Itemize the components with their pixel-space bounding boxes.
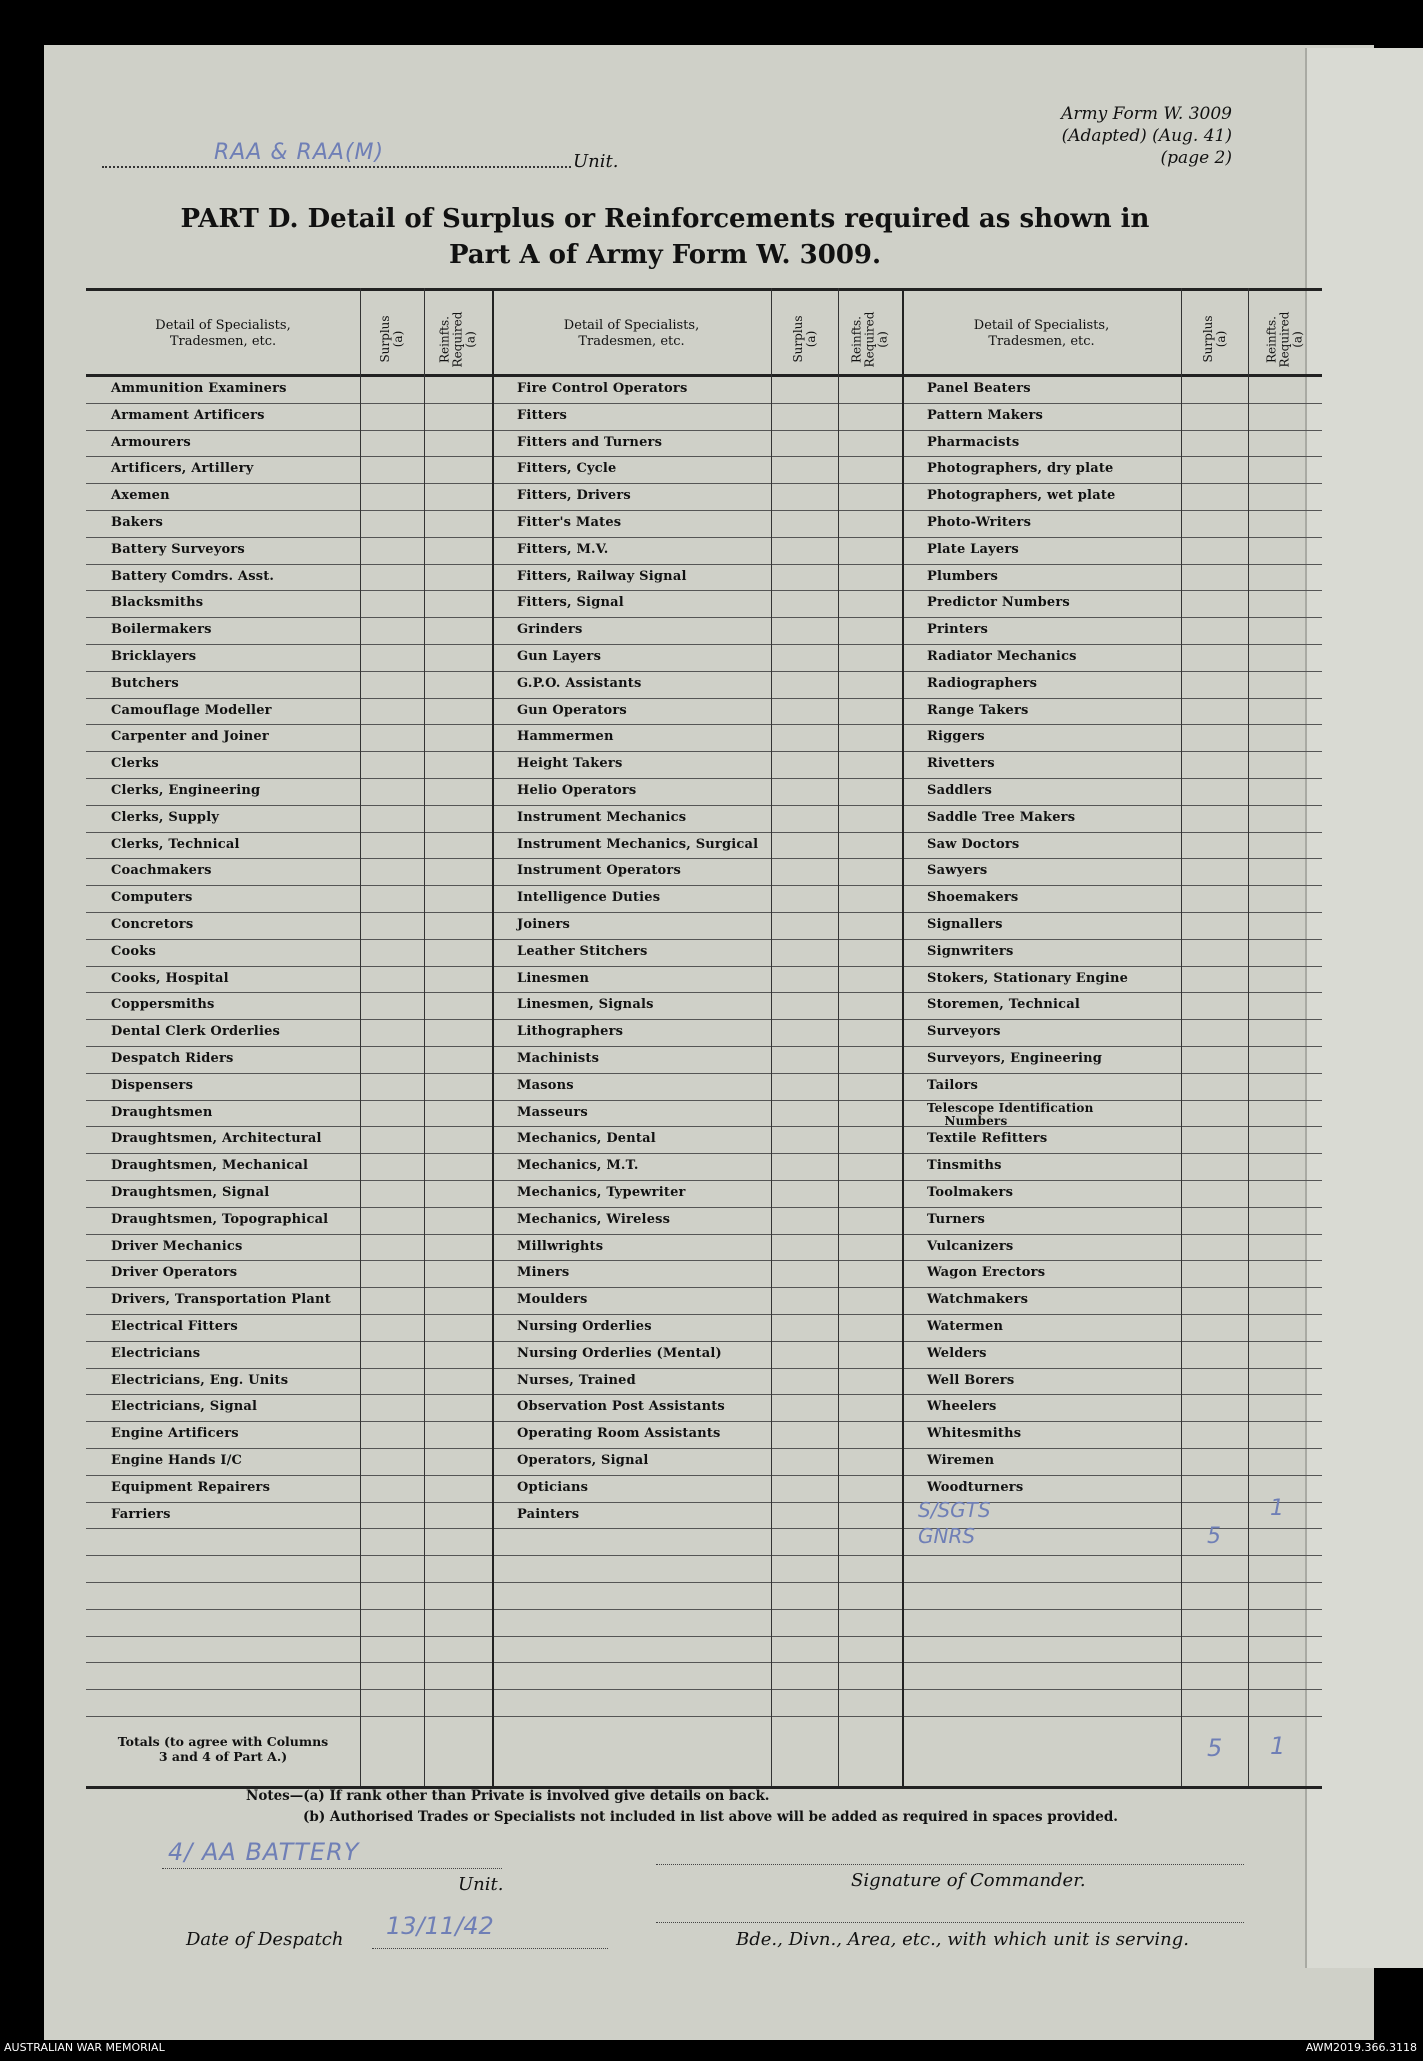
table-row-line bbox=[86, 1073, 1322, 1074]
trade-name: Shoemakers bbox=[927, 890, 1019, 906]
trade-name: Signwriters bbox=[927, 943, 1014, 959]
totals-reinfts: 1 bbox=[1270, 1732, 1286, 1760]
table-row-line bbox=[86, 483, 1322, 484]
table-row-line bbox=[86, 510, 1322, 511]
table-column-line bbox=[771, 288, 772, 1786]
header-surplus: Surplus (a) bbox=[378, 315, 405, 363]
table-row-line bbox=[86, 1636, 1322, 1637]
signature-label: Signature of Commander. bbox=[851, 1870, 1086, 1891]
trade-name: Ammunition Examiners bbox=[111, 381, 287, 396]
table-row-line bbox=[86, 1100, 1322, 1101]
trade-name: Clerks, Technical bbox=[111, 836, 240, 852]
trade-name: Wheelers bbox=[927, 1399, 997, 1415]
table-row-line bbox=[86, 1207, 1322, 1208]
header-surplus: Surplus (a) bbox=[1200, 315, 1228, 363]
trade-name: Axemen bbox=[111, 488, 170, 504]
table-row-line bbox=[86, 885, 1322, 886]
trade-name: Textile Refitters bbox=[927, 1131, 1048, 1147]
table-row-line bbox=[86, 590, 1322, 591]
table-column-line bbox=[492, 288, 494, 1786]
table-row-line bbox=[86, 1555, 1322, 1556]
trade-name: Linesmen bbox=[517, 970, 590, 986]
table-row-line bbox=[86, 671, 1322, 672]
trade-name: Storemen, Technical bbox=[927, 997, 1081, 1013]
trade-name: Clerks bbox=[111, 756, 159, 772]
note-b: (b) Authorised Trades or Specialists not included in list above will be added as required in spaces provided. bbox=[303, 1809, 1118, 1825]
trade-name: Farriers bbox=[111, 1506, 171, 1522]
table-column-line bbox=[360, 288, 361, 1786]
trade-name: Nurses, Trained bbox=[517, 1372, 636, 1388]
header-detail-specialists: Detail of Specialists, Tradesmen, etc. bbox=[563, 318, 700, 349]
trade-name: Drivers, Transportation Plant bbox=[111, 1292, 331, 1308]
table-row-line bbox=[86, 430, 1322, 431]
trade-name: Fitters, Railway Signal bbox=[517, 568, 687, 584]
table-row-line bbox=[86, 1153, 1322, 1154]
trade-name: Intelligence Duties bbox=[517, 890, 661, 906]
table-column-line bbox=[1181, 288, 1182, 1786]
table-row-line bbox=[86, 403, 1322, 404]
trade-name: Equipment Repairers bbox=[111, 1479, 271, 1495]
header-surplus: Surplus (a) bbox=[790, 315, 818, 363]
table-row-line bbox=[86, 992, 1322, 993]
trade-name: Telescope Identification Numbers bbox=[927, 1100, 1094, 1128]
bde-line bbox=[656, 1922, 1244, 1923]
table-row-line bbox=[86, 1234, 1322, 1235]
trade-name: Instrument Mechanics bbox=[517, 809, 687, 825]
trade-name: Fitters, Signal bbox=[517, 595, 624, 611]
trade-name: Photographers, wet plate bbox=[927, 488, 1116, 504]
trade-name: Draughtsmen, Topographical bbox=[111, 1211, 329, 1227]
table-row-line bbox=[86, 1341, 1322, 1342]
trade-name: Watchmakers bbox=[927, 1292, 1029, 1308]
trade-name: Tailors bbox=[927, 1077, 978, 1093]
trade-name: Riggers bbox=[927, 729, 985, 745]
trade-name: Driver Mechanics bbox=[111, 1238, 243, 1254]
trade-name: Vulcanizers bbox=[927, 1238, 1014, 1254]
trade-name: Electrical Fitters bbox=[111, 1319, 238, 1334]
trade-name: Range Takers bbox=[927, 702, 1029, 718]
header-reinfts-required: Reinfts. Required (a) bbox=[437, 311, 478, 368]
table-row-line bbox=[86, 1689, 1322, 1690]
form-title-line1: PART D. Detail of Surplus or Reinforcements required as shown in bbox=[180, 204, 1150, 234]
trade-name: Photo-Writers bbox=[927, 515, 1032, 530]
table-row-line bbox=[86, 1180, 1322, 1181]
table-column-line bbox=[902, 288, 904, 1786]
table-row-line bbox=[86, 1502, 1322, 1503]
trade-name: Carpenter and Joiner bbox=[111, 729, 269, 745]
table-row-line bbox=[86, 564, 1322, 565]
trade-name: Grinders bbox=[517, 622, 583, 638]
signature-line bbox=[656, 1864, 1244, 1865]
trade-name: Pharmacists bbox=[927, 434, 1020, 450]
trade-name: Watermen bbox=[927, 1319, 1004, 1334]
table-row-line bbox=[86, 1609, 1322, 1610]
trade-name: Welders bbox=[927, 1345, 987, 1361]
table-row-line bbox=[86, 1019, 1322, 1020]
trade-name: Clerks, Supply bbox=[111, 809, 220, 825]
trade-name: Radiographers bbox=[927, 675, 1038, 691]
trade-name: Saddle Tree Makers bbox=[927, 809, 1076, 825]
underlying-page-edge bbox=[1305, 48, 1423, 1968]
trade-name: Instrument Mechanics, Surgical bbox=[517, 836, 759, 852]
trade-name: Stokers, Stationary Engine bbox=[927, 970, 1129, 986]
trade-name: Woodturners bbox=[927, 1479, 1024, 1495]
trade-name: Blacksmiths bbox=[111, 595, 204, 611]
trade-name: Observation Post Assistants bbox=[517, 1399, 725, 1415]
trade-name: Battery Comdrs. Asst. bbox=[111, 568, 275, 584]
trade-name: Coachmakers bbox=[111, 863, 212, 879]
trade-name: Saw Doctors bbox=[927, 836, 1020, 852]
table-row-line bbox=[86, 698, 1322, 699]
trade-name: Camouflage Modeller bbox=[111, 702, 272, 718]
header-detail-specialists: Detail of Specialists, Tradesmen, etc. bbox=[155, 318, 291, 349]
trade-name: Signallers bbox=[927, 917, 1003, 932]
trade-name: Panel Beaters bbox=[927, 381, 1031, 396]
trade-name: Gun Layers bbox=[517, 649, 602, 664]
trade-name: Nursing Orderlies bbox=[517, 1319, 652, 1334]
unit-handwritten-value: RAA & RAA(M) bbox=[214, 140, 385, 165]
trade-name: Mechanics, Dental bbox=[517, 1131, 656, 1147]
trade-name: Gun Operators bbox=[517, 702, 627, 718]
unit-footer-handwritten: 4/ AA BATTERY bbox=[168, 1838, 360, 1866]
trade-name: Masons bbox=[517, 1077, 574, 1093]
form-id-line1: Army Form W. 3009 bbox=[1061, 104, 1232, 124]
trade-name: Toolmakers bbox=[927, 1185, 1014, 1200]
table-row-line bbox=[86, 832, 1322, 833]
table-row-line bbox=[86, 1448, 1322, 1449]
header-reinfts-required: Reinfts. Required (a) bbox=[849, 311, 890, 368]
table-row-line bbox=[86, 1394, 1322, 1395]
trade-name: Bricklayers bbox=[111, 649, 197, 664]
trade-name: Printers bbox=[927, 622, 989, 638]
unit-field-label: Unit. bbox=[573, 151, 619, 172]
unit-field-line bbox=[102, 166, 571, 168]
unit-footer-line bbox=[162, 1868, 502, 1869]
trade-name: Operators, Signal bbox=[517, 1453, 649, 1468]
trade-name: Well Borers bbox=[927, 1372, 1015, 1388]
trade-name: Instrument Operators bbox=[517, 863, 681, 879]
trade-name: Fire Control Operators bbox=[517, 381, 688, 396]
totals-label: Totals (to agree with Columns 3 and 4 of Part A.) bbox=[117, 1734, 329, 1764]
trade-name: Rivetters bbox=[927, 756, 995, 772]
trade-name: Mechanics, Wireless bbox=[517, 1211, 671, 1227]
trade-name: Moulders bbox=[517, 1292, 588, 1308]
trade-name: Sawyers bbox=[927, 863, 988, 879]
trade-name: Engine Hands I/C bbox=[111, 1453, 243, 1468]
trade-name: Fitters bbox=[517, 407, 568, 423]
trade-name: Draughtsmen bbox=[111, 1104, 213, 1120]
trade-name: Bakers bbox=[111, 515, 164, 530]
trade-name: Electricians bbox=[111, 1345, 201, 1361]
trade-name: Leather Stitchers bbox=[517, 943, 648, 959]
table-row-line bbox=[86, 1716, 1322, 1717]
table-row-line bbox=[86, 1475, 1322, 1476]
trade-name: Wiremen bbox=[927, 1453, 995, 1468]
form-title-line2: Part A of Army Form W. 3009. bbox=[448, 240, 882, 270]
table-row-line bbox=[86, 537, 1322, 538]
trade-name: Clerks, Engineering bbox=[111, 783, 261, 798]
table-row-line bbox=[86, 1314, 1322, 1315]
archive-id: AWM2019.366.3118 bbox=[1305, 2041, 1417, 2054]
table-row-line bbox=[86, 778, 1322, 779]
table-row-line bbox=[86, 939, 1322, 940]
table-row-line bbox=[86, 1368, 1322, 1369]
trade-name: Artificers, Artillery bbox=[111, 461, 254, 477]
trade-name: Draughtsmen, Mechanical bbox=[111, 1158, 309, 1174]
trade-name: Concretors bbox=[111, 917, 194, 932]
trade-name: Helio Operators bbox=[517, 783, 637, 798]
trade-name: Draughtsmen, Architectural bbox=[111, 1131, 322, 1147]
trade-name: Opticians bbox=[517, 1479, 589, 1495]
trade-name: Plumbers bbox=[927, 568, 999, 584]
trade-name: Hammermen bbox=[517, 729, 614, 745]
despatch-line bbox=[372, 1948, 608, 1949]
handwritten-reinfts: 1 bbox=[1270, 1495, 1284, 1521]
bde-label: Bde., Divn., Area, etc., with which unit is serving. bbox=[736, 1929, 1189, 1950]
trade-name: Armament Artificers bbox=[111, 407, 265, 423]
trade-name: Operating Room Assistants bbox=[517, 1426, 721, 1442]
totals-surplus: 5 bbox=[1207, 1734, 1223, 1762]
note-a: Notes—(a) If rank other than Private is involved give details on back. bbox=[246, 1788, 770, 1804]
trade-name: Height Takers bbox=[517, 756, 623, 772]
trade-name: Machinists bbox=[517, 1051, 600, 1066]
table-top-border bbox=[86, 288, 1322, 291]
trade-name: Photographers, dry plate bbox=[927, 461, 1114, 477]
trade-name: Fitter's Mates bbox=[517, 515, 622, 530]
table-row-line bbox=[86, 1582, 1322, 1583]
trade-name: Predictor Numbers bbox=[927, 595, 1070, 611]
archive-credit: AUSTRALIAN WAR MEMORIAL bbox=[4, 2041, 165, 2054]
trade-name: Electricians, Signal bbox=[111, 1399, 258, 1415]
trade-name: G.P.O. Assistants bbox=[517, 675, 642, 691]
table-row-line bbox=[86, 456, 1322, 457]
table-row-line bbox=[86, 1260, 1322, 1261]
trade-name: Plate Layers bbox=[927, 541, 1019, 557]
table-row-line bbox=[86, 617, 1322, 618]
trade-name: Joiners bbox=[517, 917, 571, 932]
trade-name: Butchers bbox=[111, 675, 179, 691]
trade-name: Despatch Riders bbox=[111, 1051, 234, 1066]
trade-name: Fitters, Cycle bbox=[517, 461, 617, 477]
trade-name: Painters bbox=[517, 1506, 580, 1522]
table-row-line bbox=[86, 858, 1322, 859]
trade-name: Mechanics, M.T. bbox=[517, 1158, 639, 1174]
form-identifier bbox=[1000, 103, 1232, 169]
table-row-line bbox=[86, 966, 1322, 967]
trade-name: Driver Operators bbox=[111, 1265, 238, 1281]
table-row-line bbox=[86, 1528, 1322, 1529]
scan-border bbox=[0, 0, 1423, 46]
trade-name: Lithographers bbox=[517, 1024, 624, 1040]
table-row-line bbox=[86, 805, 1322, 806]
trade-name: Cooks bbox=[111, 943, 157, 959]
table-column-line bbox=[1248, 288, 1249, 1786]
trade-name: Engine Artificers bbox=[111, 1426, 239, 1442]
trade-name: Saddlers bbox=[927, 783, 992, 798]
trade-name: Pattern Makers bbox=[927, 407, 1044, 423]
trade-name: Linesmen, Signals bbox=[517, 997, 654, 1013]
trade-name: Radiator Mechanics bbox=[927, 649, 1077, 664]
trade-name: Mechanics, Typewriter bbox=[517, 1185, 686, 1200]
table-row-line bbox=[86, 1287, 1322, 1288]
trade-name: Surveyors bbox=[927, 1024, 1001, 1040]
table-row-line bbox=[86, 644, 1322, 645]
trade-name: Armourers bbox=[111, 434, 191, 450]
table-row-line bbox=[86, 1126, 1322, 1127]
table-column-line bbox=[838, 288, 839, 1786]
trade-name: Turners bbox=[927, 1211, 986, 1227]
trade-name: Computers bbox=[111, 890, 193, 906]
handwritten-surplus: 5 bbox=[1207, 1524, 1221, 1550]
unit-footer-label: Unit. bbox=[458, 1874, 504, 1895]
header-reinfts-required: Reinfts. Required (a) bbox=[1264, 311, 1305, 368]
table-row-line bbox=[86, 1046, 1322, 1047]
trade-name: Dental Clerk Orderlies bbox=[111, 1024, 281, 1040]
despatch-handwritten: 13/11/42 bbox=[386, 1912, 494, 1940]
despatch-label: Date of Despatch bbox=[186, 1929, 344, 1950]
header-detail-specialists: Detail of Specialists, Tradesmen, etc. bbox=[973, 318, 1110, 349]
form-id-line2: (Adapted) (Aug. 41) bbox=[1061, 126, 1232, 146]
trade-name: Nursing Orderlies (Mental) bbox=[517, 1345, 722, 1361]
handwritten-trade: GNRS bbox=[918, 1524, 976, 1549]
table-row-line bbox=[86, 1421, 1322, 1422]
trade-name: Fitters and Turners bbox=[517, 434, 663, 450]
trade-name: Boilermakers bbox=[111, 622, 212, 638]
table-row-line bbox=[86, 912, 1322, 913]
trade-name: Electricians, Eng. Units bbox=[111, 1372, 289, 1388]
trade-name: Whitesmiths bbox=[927, 1426, 1022, 1442]
table-row-line bbox=[86, 724, 1322, 725]
trade-name: Fitters, Drivers bbox=[517, 488, 631, 504]
handwritten-trade: S/SGTS bbox=[918, 1497, 991, 1522]
trade-name: Miners bbox=[517, 1265, 570, 1281]
trade-name: Draughtsmen, Signal bbox=[111, 1185, 270, 1200]
table-row-line bbox=[86, 1662, 1322, 1663]
trade-name: Wagon Erectors bbox=[927, 1265, 1046, 1281]
trade-name: Fitters, M.V. bbox=[517, 541, 609, 557]
trade-name: Coppersmiths bbox=[111, 997, 215, 1013]
trade-name: Tinsmiths bbox=[927, 1158, 1002, 1174]
trade-name: Dispensers bbox=[111, 1077, 194, 1093]
trade-name: Masseurs bbox=[517, 1104, 588, 1120]
table-header-border bbox=[86, 374, 1322, 377]
table-row-line bbox=[86, 751, 1322, 752]
form-id-line3: (page 2) bbox=[1160, 148, 1232, 168]
trade-name: Surveyors, Engineering bbox=[927, 1051, 1103, 1066]
trade-name: Millwrights bbox=[517, 1238, 604, 1254]
table-column-line bbox=[424, 288, 425, 1786]
trade-name: Cooks, Hospital bbox=[111, 970, 229, 986]
specialists-table bbox=[86, 288, 1322, 1784]
trade-name: Battery Surveyors bbox=[111, 541, 245, 557]
